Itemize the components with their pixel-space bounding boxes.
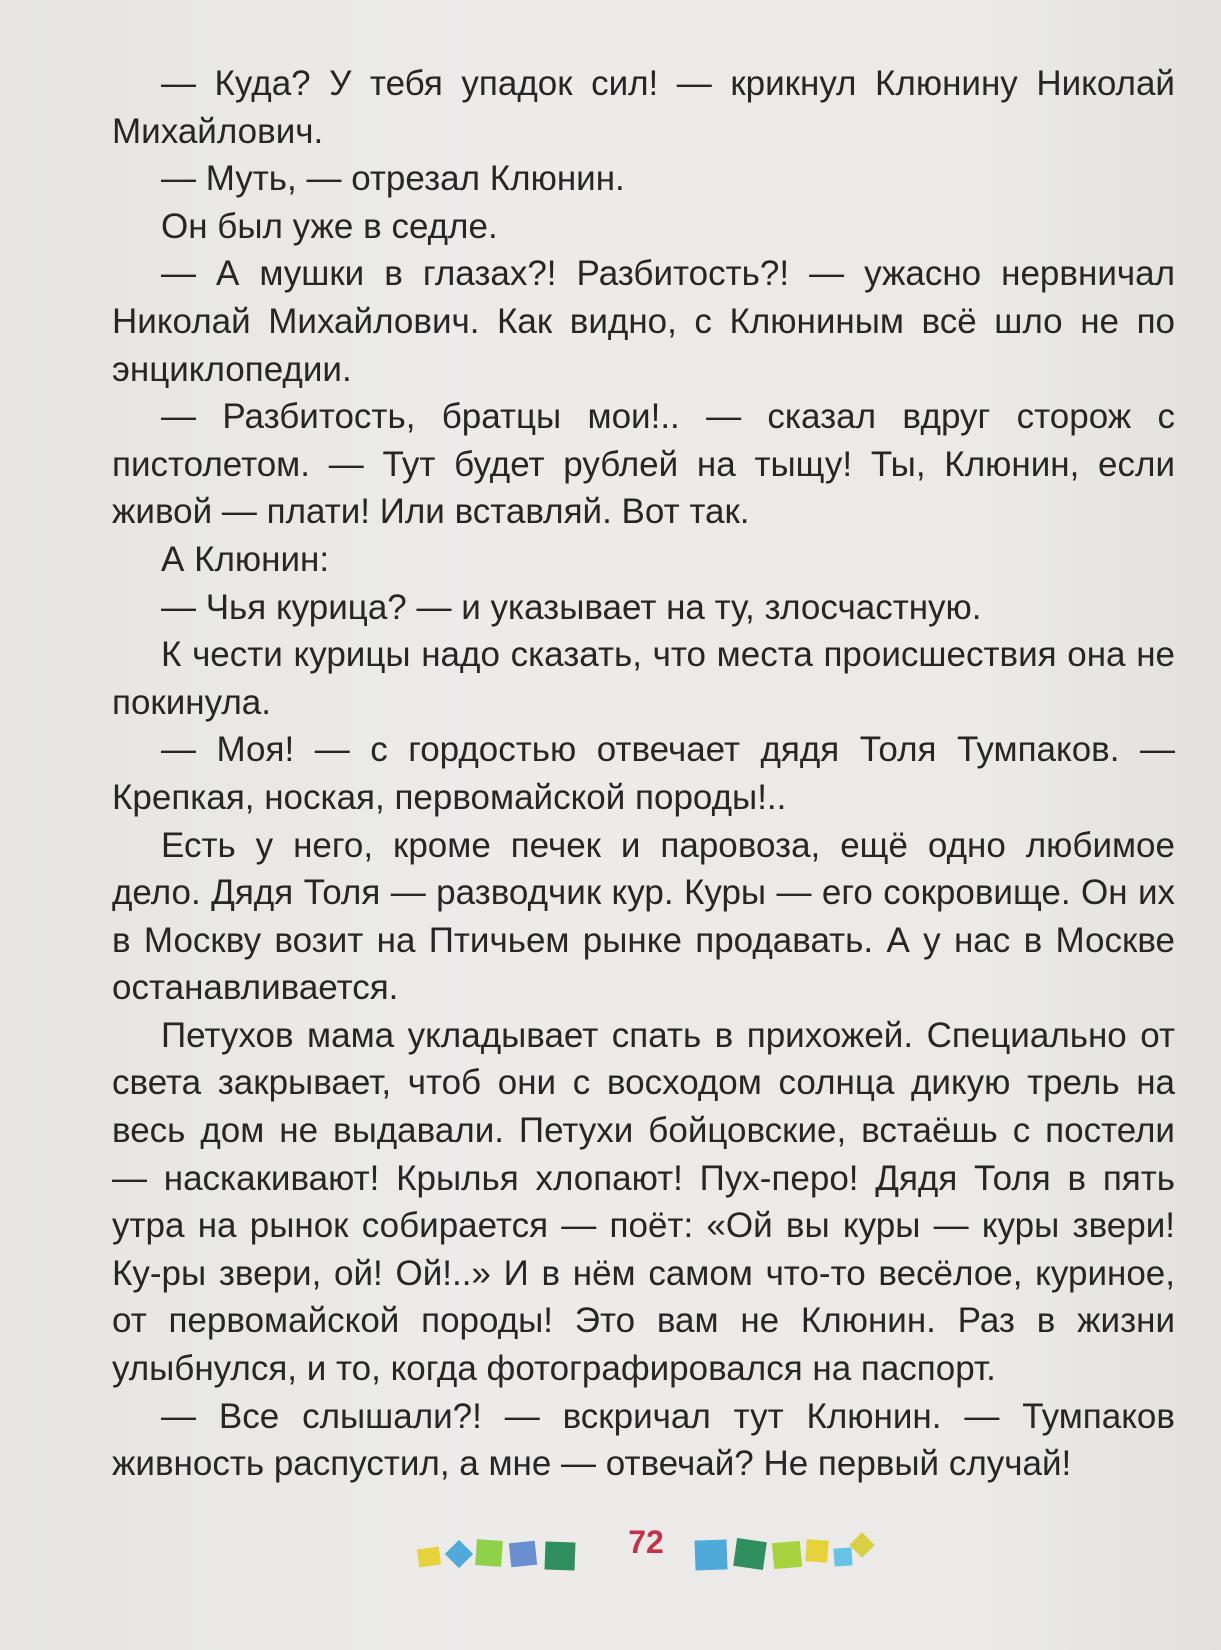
paragraph: Он был уже в седле. — [161, 206, 498, 246]
decor-square — [805, 1539, 828, 1562]
paragraph: — Все слышали?! — вскричал тут Клюнин. — Тумпаков живность распустил, а мне — отвечай? Не первый случай! — [112, 1396, 1175, 1484]
paragraph: А Клюнин: — [161, 539, 330, 579]
decor-square — [445, 1540, 473, 1568]
decor-square — [417, 1547, 441, 1568]
paragraph: — А мушки в глазах?! Разбитость?! — ужасно нервничал Николай Михайлович. Как видно, с Клюниным всё шло не по энциклопедии. — [112, 254, 1175, 389]
paragraph: — Моя! — с гордостью отвечает дядя Толя Тумпаков. — Крепкая, ноская, первомайской породы!.. — [112, 730, 1175, 817]
decor-square — [545, 1541, 576, 1570]
paragraph: — Куда? У тебя упадок сил! — крикнул Клюнину Николай Михайлович. — [112, 64, 1175, 151]
decor-square — [475, 1539, 503, 1567]
decor-square — [733, 1538, 767, 1570]
page-footer — [0, 1518, 1221, 1588]
decor-square — [849, 1532, 874, 1557]
decor-square — [833, 1547, 852, 1566]
decor-square — [694, 1539, 727, 1570]
paragraph: Петухов мама укладывает спать в прихожей. Специально от света закрывает, чтоб они с восходом солнца дикую трель на весь дом не выдавали. Петухи бойцовские, встаёшь с постели — наскакивают! Крылья хлопают! Пух-перо! Дядя Толя в пять утра на рынок собирается — поёт: «Ой вы куры — куры звери! Ку-ры звери, ой! Ой!..» И в нём самом что-то весёлое, куриное, от первомайской породы! Это вам не Клюнин. Раз в жизни улыбнулся, и то, когда фотографировался на паспорт. — [112, 1015, 1175, 1389]
body-text — [112, 60, 1175, 1488]
paragraph: Есть у него, кроме печек и паровоза, ещё одно любимое дело. Дядя Толя — разводчик кур. Куры — его сокровище. Он их в Москву возит на Птичьем рынке продавать. А у нас в Москве останавливается. — [112, 825, 1175, 1008]
decor-square — [509, 1541, 537, 1568]
paragraph: К чести курицы надо сказать, что места происшествия она не покинула. — [112, 635, 1175, 722]
paragraph: — Чья курица? — и указывает на ту, злосчастную. — [161, 587, 982, 627]
decor-square — [772, 1541, 802, 1569]
paragraph: — Разбитость, братцы мои!.. — сказал вдруг сторож с пистолетом. — Тут будет рублей на тыщу! Ты, Клюнин, если живой — плати! Или вставляй. Вот так. — [112, 397, 1175, 532]
paragraph: — Муть, — отрезал Клюнин. — [161, 159, 625, 199]
page-number: 72 — [628, 1524, 664, 1560]
